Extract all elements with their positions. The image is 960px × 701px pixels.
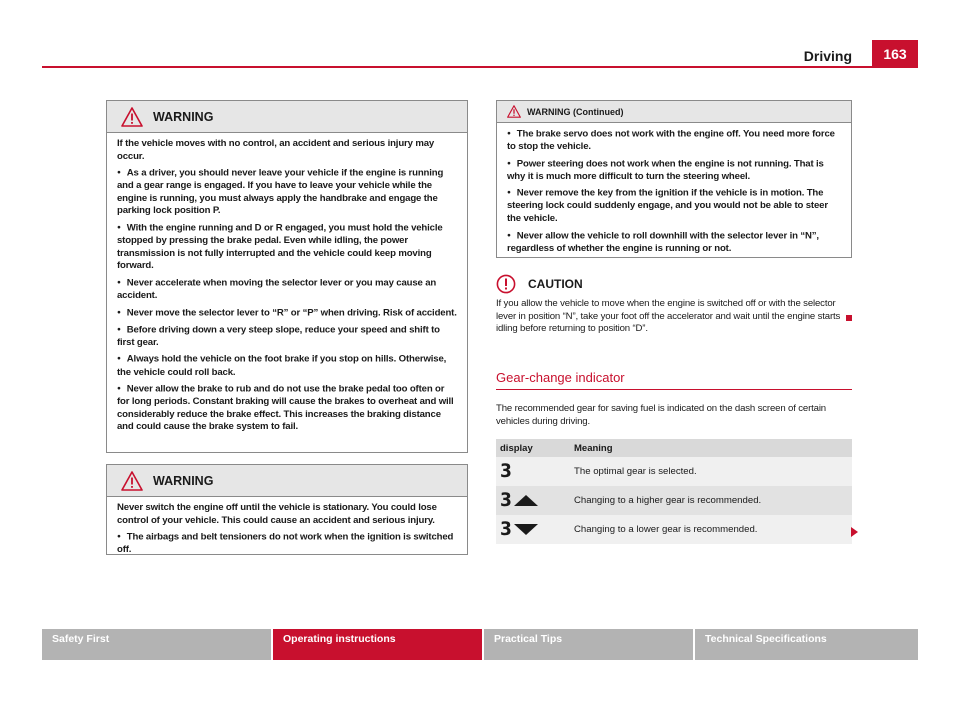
section-intro: The recommended gear for saving fuel is indicated on the dash screen of certain vehicles during driving. <box>496 403 826 427</box>
warning-body <box>107 497 467 565</box>
table-header-meaning: Meaning <box>574 442 613 454</box>
section-title: Gear-change indicator <box>496 370 625 385</box>
table-cell-meaning: The optimal gear is selected. <box>574 466 697 477</box>
table-row <box>496 486 852 515</box>
caution-block <box>496 274 856 336</box>
warning-paragraph: If the vehicle moves with no control, an accident and serious injury may occur. <box>117 138 435 162</box>
warning-bullet: ● The airbags and belt tensioners do not work when the ignition is switched off. <box>117 531 457 557</box>
section-end-square-icon <box>846 315 852 321</box>
gear-indicator-table <box>496 439 852 544</box>
warning-bullet: ● As a driver, you should never leave your vehicle if the engine is running and a gear range is engaged. If you have to leave your vehicle while the engine is running, you must always apply the handbrake and engage the parking lock position P. <box>117 167 457 218</box>
continued-arrow-icon <box>851 527 858 537</box>
warning-title: WARNING <box>153 109 214 124</box>
warning-bullet: ● Never move the selector lever to “R” or “P” when driving. Risk of accident. <box>117 307 457 320</box>
footer-tab-technical-specifications[interactable]: Technical Specifications <box>695 629 918 660</box>
gear-digit: 3 <box>500 460 512 482</box>
warning-box-header <box>497 101 851 123</box>
table-cell-display <box>496 491 574 510</box>
warning-box-header <box>107 465 467 497</box>
caution-exclamation-icon <box>496 274 516 294</box>
warning-body <box>107 133 467 442</box>
warning-bullet: ● The brake servo does not work with the engine off. You need more force to stop the vehicle. <box>507 128 841 154</box>
warning-box-main <box>106 100 468 453</box>
warning-box-continued <box>496 100 852 258</box>
warning-bullet: ● With the engine running and D or R engaged, you must hold the vehicle stopped by pressing the brake pedal. Even while idling, the power transmission is not fully interrupted and the vehicle could keep moving forward. <box>117 222 457 273</box>
caution-text: If you allow the vehicle to move when the engine is switched off or with the selector lever in position “N”, take your foot off the accelerator and wait until the engine starts idling before returning to position “D”. <box>496 298 841 335</box>
page-number: 163 <box>872 40 918 67</box>
arrow-down-icon <box>514 524 538 535</box>
caution-header <box>496 274 856 294</box>
warning-bullet: ● Never allow the vehicle to roll downhill with the selector lever in “N”, regardless of whether the engine is running or not. <box>507 230 841 256</box>
page-header-title: Driving <box>803 48 852 64</box>
warning-box-header <box>107 101 467 133</box>
warning-bullet: ● Never accelerate when moving the selector lever or you may cause an accident. <box>117 277 457 303</box>
warning-title: WARNING (Continued) <box>527 106 624 117</box>
header-rule <box>42 66 918 68</box>
warning-triangle-icon <box>121 107 143 127</box>
warning-bullet: ● Before driving down a very steep slope, reduce your speed and shift to first gear. <box>117 324 457 350</box>
arrow-up-icon <box>514 495 538 506</box>
table-row <box>496 515 852 544</box>
table-header-display: display <box>500 442 533 454</box>
warning-triangle-icon <box>507 105 521 118</box>
table-header-row <box>496 439 852 457</box>
table-cell-meaning: Changing to a higher gear is recommended. <box>574 495 762 506</box>
footer-tab-practical-tips[interactable]: Practical Tips <box>484 629 695 660</box>
gear-digit: 3 <box>500 518 512 540</box>
warning-body <box>497 123 851 263</box>
warning-bullet: ● Never allow the brake to rub and do not use the brake pedal too often or for long periods. Constant braking will cause the brakes to overheat and will considerably reduce the brake effect. This increases the braking distance and could cause the brake system to fail. <box>117 383 457 434</box>
warning-bullet: ● Always hold the vehicle on the foot brake if you stop on hills. Otherwise, the vehicle could roll back. <box>117 353 457 379</box>
warning-triangle-icon <box>121 471 143 491</box>
gear-digit: 3 <box>500 489 512 511</box>
warning-title: WARNING <box>153 473 214 488</box>
table-row <box>496 457 852 486</box>
caution-title: CAUTION <box>528 277 583 291</box>
section-rule <box>496 389 852 390</box>
footer-nav <box>42 629 918 660</box>
footer-tab-operating-instructions[interactable]: Operating instructions <box>273 629 484 660</box>
warning-box-ignition <box>106 464 468 555</box>
table-cell-display <box>496 462 574 481</box>
footer-tab-safety-first[interactable]: Safety First <box>42 629 273 660</box>
table-cell-meaning: Changing to a lower gear is recommended. <box>574 524 758 535</box>
table-cell-display <box>496 520 574 539</box>
warning-paragraph: Never switch the engine off until the vehicle is stationary. You could lose control of your vehicle. This could cause an accident and serious injury. <box>117 502 437 526</box>
warning-bullet: ● Never remove the key from the ignition if the vehicle is in motion. The steering lock could suddenly engage, and you would not be able to steer the vehicle. <box>507 187 841 225</box>
warning-bullet: ● Power steering does not work when the engine is not running. That is why it is much more difficult to turn the steering wheel. <box>507 158 841 184</box>
